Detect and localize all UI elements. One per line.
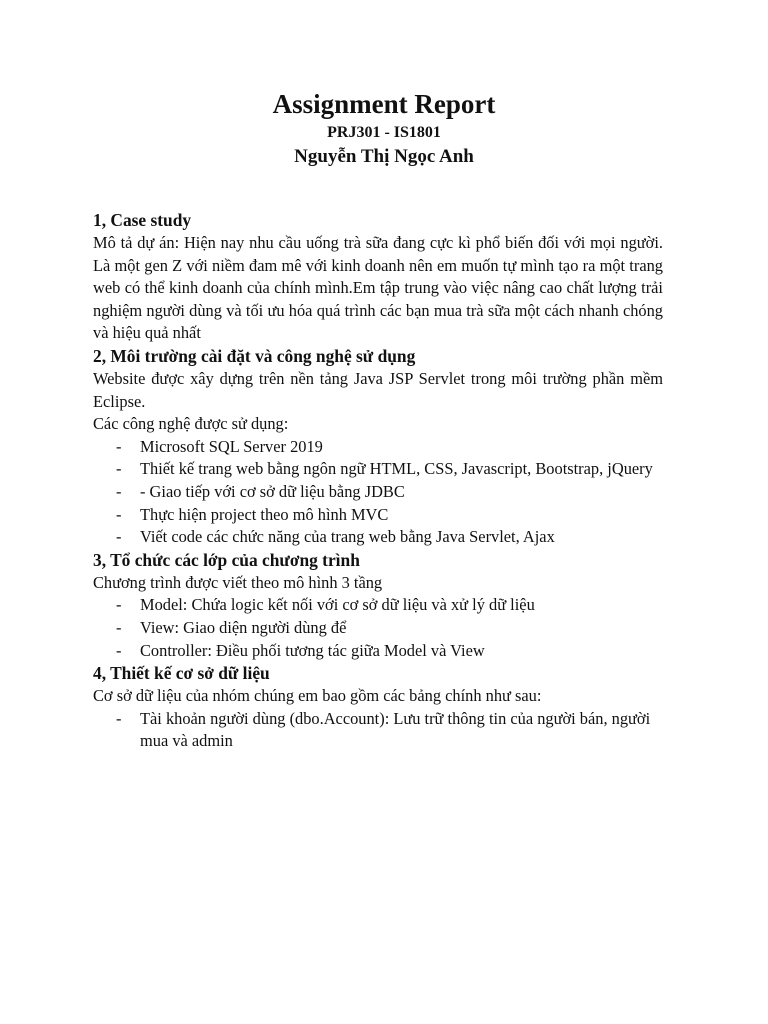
technologies-list [93, 436, 663, 549]
list-item [93, 526, 663, 549]
section-heading-program-structure: 3, Tổ chức các lớp của chương trình [93, 549, 360, 570]
document-body [93, 209, 663, 753]
layers-list [93, 594, 663, 662]
author-name: Nguyễn Thị Ngọc Anh [294, 146, 474, 167]
list-item [93, 504, 663, 527]
list-item-text: Viết code các chức năng của trang web bằng Java Servlet, Ajax [140, 527, 555, 547]
list-item-text: Microsoft SQL Server 2019 [140, 436, 323, 456]
list-item-text: Thực hiện project theo mô hình MVC [140, 504, 389, 524]
list-item-text: Controller: Điều phối tương tác giữa Model và View [140, 640, 485, 660]
bullet-dash: - [116, 617, 122, 637]
list-item-text: View: Giao diện người dùng để [140, 617, 347, 637]
list-item [93, 436, 663, 459]
list-item-text: Model: Chứa logic kết nối với cơ sở dữ liệu và xử lý dữ liệu [140, 595, 535, 615]
bullet-dash: - [116, 504, 122, 524]
bullet-dash: - [116, 708, 122, 728]
list-item-text: - Giao tiếp với cơ sở dữ liệu bằng JDBC [140, 481, 405, 501]
bullet-dash: - [116, 481, 122, 501]
course-code: PRJ301 - IS1801 [327, 124, 441, 141]
case-study-paragraph: Mô tả dự án: Hiện nay nhu cầu uống trà sữa đang cực kì phổ biến đối với mọi người. Là một gen Z với niềm đam mê với kinh doanh nên em muốn tự mình tạo ra một trang web có thể kinh doanh của chính mình.Em tập trung vào việc nâng cao chất lượng trải nghiệm người dùng và tối ưu hóa quá trình các bạn mua trà sữa một cách nhanh chóng và hiệu quả nhất [93, 233, 663, 343]
bullet-dash: - [116, 527, 122, 547]
tables-list [93, 708, 663, 753]
list-item [93, 708, 663, 753]
bullet-dash: - [116, 595, 122, 615]
list-item-text: Tài khoản người dùng (dbo.Account): Lưu trữ thông tin của người bán, người mua và admin [140, 708, 651, 751]
section-heading-database-design: 4, Thiết kế cơ sở dữ liệu [93, 663, 270, 684]
section-heading-case-study: 1, Case study [93, 210, 192, 230]
list-item [93, 617, 663, 640]
environment-paragraph: Website được xây dựng trên nền tảng Java JSP Servlet trong môi trường phần mềm Eclipse. [93, 368, 663, 411]
section-heading-environment: 2, Môi trường cài đặt và công nghệ sử dụng [93, 345, 416, 366]
database-intro: Cơ sở dữ liệu của nhóm chúng em bao gồm các bảng chính như sau: [93, 686, 542, 706]
list-item [93, 458, 663, 481]
bullet-dash: - [116, 459, 122, 479]
title-block [0, 86, 768, 170]
list-item-text: Thiết kế trang web bằng ngôn ngữ HTML, CSS, Javascript, Bootstrap, jQuery [140, 459, 653, 479]
list-item [93, 640, 663, 663]
list-item [93, 481, 663, 504]
technologies-intro: Các công nghệ được sử dụng: [93, 414, 289, 434]
program-structure-intro: Chương trình được viết theo mô hình 3 tầng [93, 572, 383, 592]
page-title: Assignment Report [272, 89, 496, 119]
list-item [93, 594, 663, 617]
bullet-dash: - [116, 640, 122, 660]
bullet-dash: - [116, 436, 122, 456]
